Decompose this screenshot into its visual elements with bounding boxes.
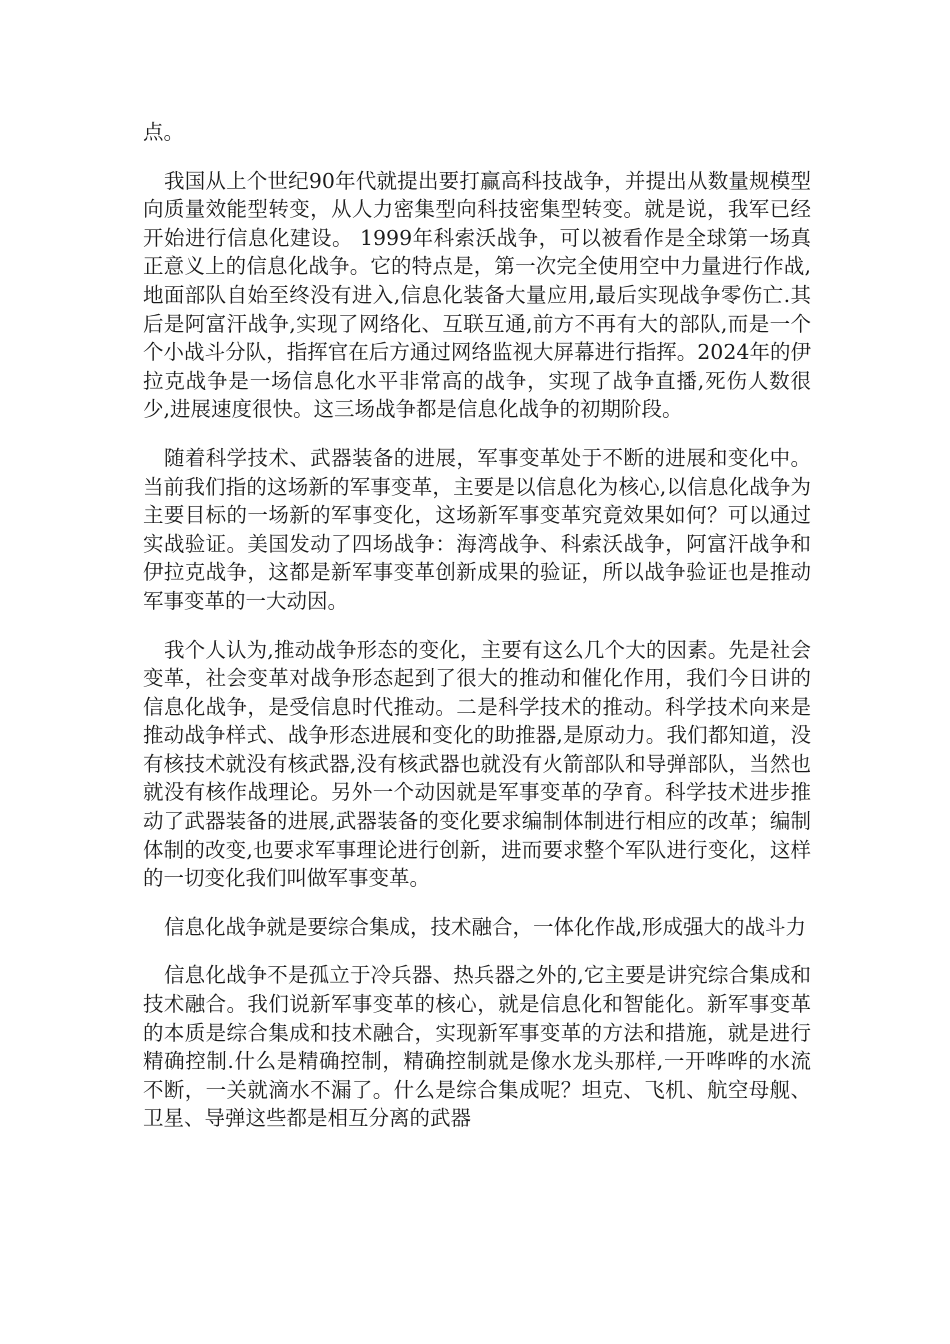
document-body bbox=[143, 118, 811, 1153]
paragraph-driving-factors: 我个人认为,推动战争形态的变化，主要有这么几个大的因素。先是社会变革，社会变革对战争形态起到了很大的推动和催化作用，我们今日讲的信息化战争，是受信息时代推动。二是科学技术的推动。科学技术向来是推动战争样式、战争形态进展和变化的助推器,是原动力。我们都知道，没有核技术就没有核武器,没有核武器也就没有火箭部队和导弹部队，当然也就没有核作战理论。另外一个动因就是军事变革的孕育。科学技术进步推动了武器装备的进展,武器装备的变化要求编制体制进行相应的改革；编制体制的改变,也要求军事理论进行创新，进而要求整个军队进行变化，这样的一切变化我们叫做军事变革。 bbox=[143, 637, 811, 891]
paragraph-high-tech-war: 我国从上个世纪90年代就提出要打赢高科技战争，并提出从数量规模型向质量效能型转变，从人力密集型向科技密集型转变。就是说，我军已经开始进行信息化建设。 1999年科索沃战争，可以被看作是全球第一场真正意义上的信息化战争。它的特点是，第一次完全使用空中力量进行作战,地面部队自始至终没有进入,信息化装备大量应用,最后实现战争零伤亡.其后是阿富汗战争,实现了网络化、互联互通,前方不再有大的部队,而是一个个小战斗分队，指挥官在后方通过网络监视大屏幕进行指挥。2024年的伊拉克战争是一场信息化水平非常高的战争，实现了战争直播,死伤人数很少,进展速度很快。这三场战争都是信息化战争的初期阶段。 bbox=[143, 168, 811, 422]
paragraph-continuation: 点。 bbox=[143, 120, 184, 144]
paragraph-integration: 信息化战争不是孤立于冷兵器、热兵器之外的,它主要是讲究综合集成和技术融合。我们说新军事变革的核心，就是信息化和智能化。新军事变革的本质是综合集成和技术融合，实现新军事变革的方法和措施，就是进行精确控制.什么是精确控制，精确控制就是像水龙头那样,一开哗哗的水流不断，一关就滴水不漏了。什么是综合集成呢？坦克、飞机、航空母舰、卫星、导弹这些都是相互分离的武器 bbox=[143, 963, 811, 1131]
paragraph-section-heading: 信息化战争就是要综合集成，技术融合，一体化作战,形成强大的战斗力 bbox=[164, 914, 807, 939]
paragraph-military-reform: 随着科学技术、武器装备的进展，军事变革处于不断的进展和变化中。当前我们指的这场新的军事变革，主要是以信息化为核心,以信息化战争为主要目标的一场新的军事变化，这场新军事变革究竟效果如何？可以通过实战验证。美国发动了四场战争：海湾战争、科索沃战争，阿富汗战争和伊拉克战争，这都是新军事变革创新成果的验证，所以战争验证也是推动军事变革的一大动因。 bbox=[143, 445, 811, 613]
